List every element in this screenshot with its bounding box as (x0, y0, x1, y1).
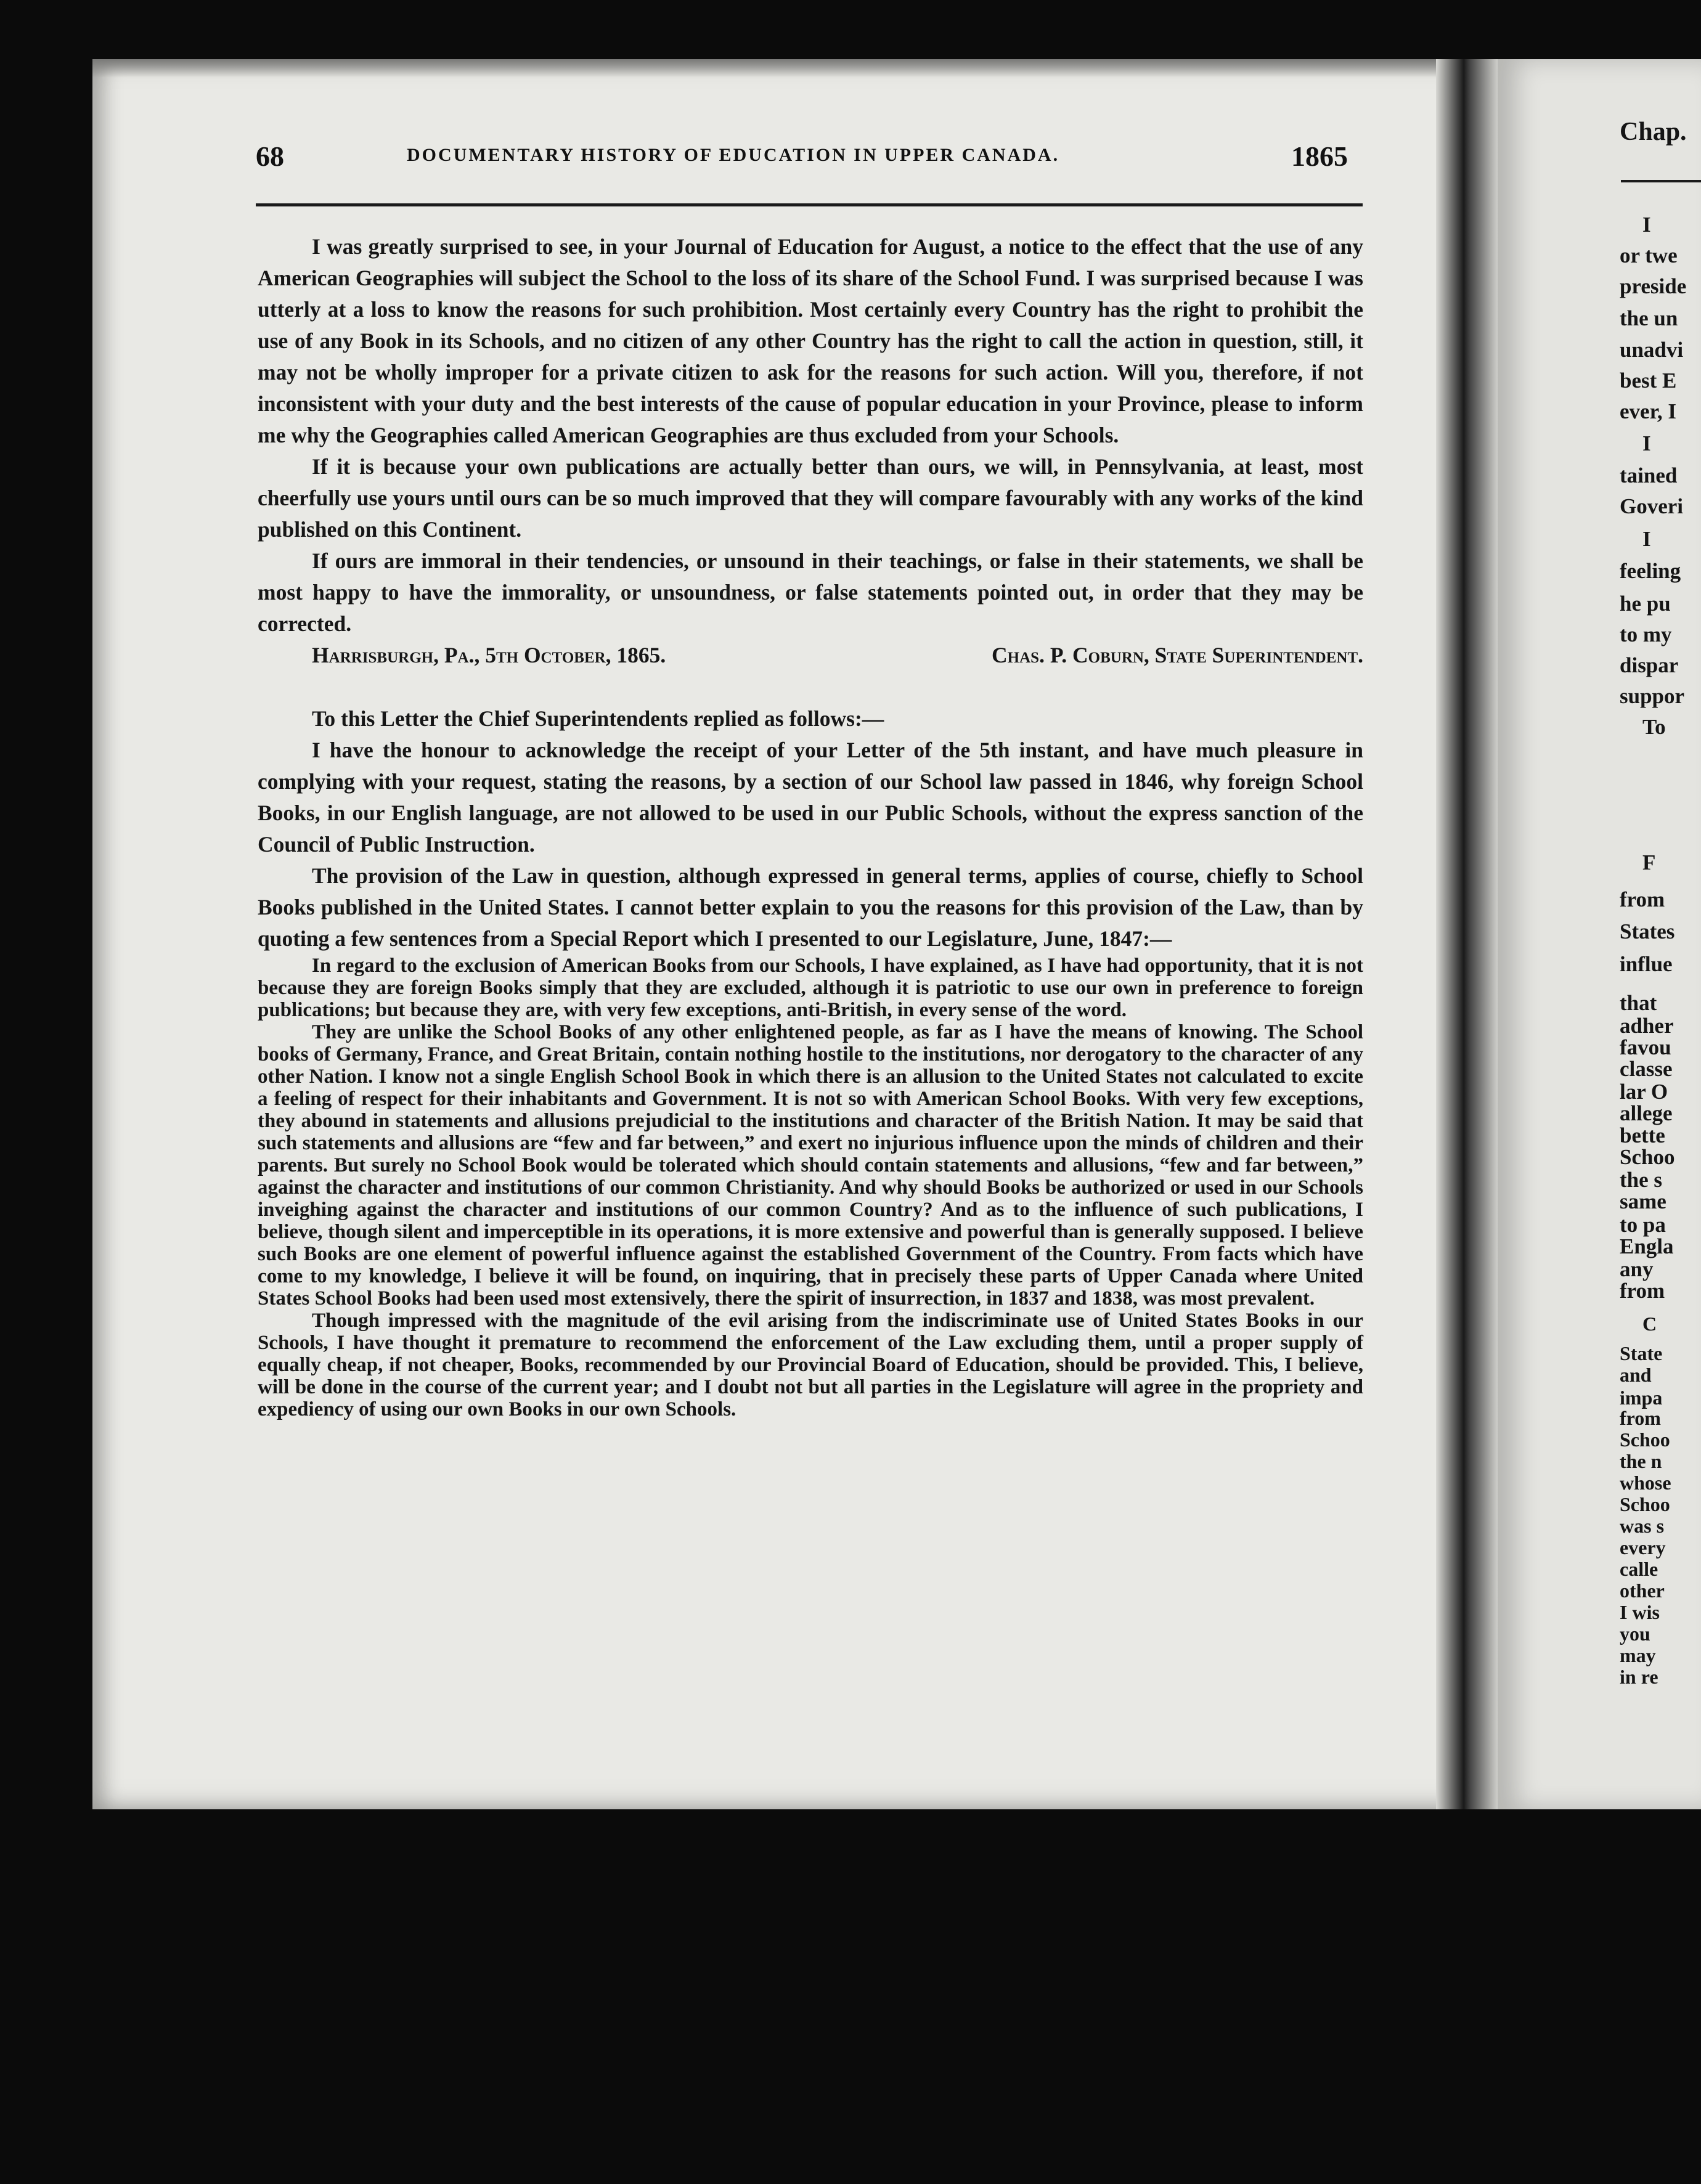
facing-line-fragment: dispar (1620, 653, 1679, 677)
book-gutter (1436, 59, 1498, 1809)
running-title: DOCUMENTARY HISTORY OF EDUCATION IN UPPER CANADA. (407, 145, 1060, 165)
facing-line-fragment: preside (1620, 274, 1687, 298)
facing-line-fragment: may (1620, 1644, 1656, 1666)
facing-line-fragment: Schoo (1620, 1145, 1675, 1169)
place-date: Harrisburgh, Pa., 5th October, 1865. (312, 643, 666, 667)
facing-line-fragment: Goveri (1620, 494, 1684, 518)
facing-line-fragment: tained (1620, 463, 1678, 487)
quote-paragraph: Though impressed with the magnitude of the evil arising from the indiscriminate use of United States Books in our Schools, I have thought it premature to recommend the enforcement of the Law excluding them, until a proper supply of equally cheap, if not cheaper, Books, recommended by our Provincial Board of Education, should be provided. This, I believe, will be done in the course of the current year; and I doubt not but all parties in the Legislature will agree in the propriety and expediency of using our own Books in our own Schools. (258, 1310, 1363, 1420)
facing-line-fragment: suppor (1620, 684, 1685, 708)
facing-line-fragment: that (1620, 991, 1657, 1015)
facing-line-fragment: from (1620, 887, 1665, 911)
facing-line-fragment: I (1642, 431, 1651, 455)
facing-line-fragment: C (1642, 1313, 1657, 1335)
facing-line-fragment: any (1620, 1257, 1654, 1281)
facing-line-fragment: other (1620, 1579, 1665, 1602)
facing-line-fragment: whose (1620, 1472, 1671, 1494)
quote-paragraph: In regard to the exclusion of American Books from our Schools, I have explained, as I have had opportunity, that it is not because they are foreign Books simply that they are excluded, although it is patriotic to use our own in preference to foreign publications; but because they are, with very few exceptions, anti-British, in every sense of the word. (258, 955, 1363, 1021)
facing-line-fragment: Schoo (1620, 1493, 1670, 1515)
facing-line-fragment: to pa (1620, 1213, 1666, 1237)
facing-line-fragment: States (1620, 919, 1675, 943)
facing-line-fragment: the n (1620, 1450, 1662, 1472)
facing-line-fragment: lar O (1620, 1080, 1668, 1104)
facing-line-fragment: classe (1620, 1057, 1673, 1081)
facing-line-fragment: from (1620, 1279, 1665, 1303)
page-edge-shadow (92, 59, 1490, 78)
signer: Chas. P. Coburn, State Superintendent. (992, 643, 1363, 667)
letter-paragraph: I was greatly surprised to see, in your Journal of Education for August, a notice to the effect that the use of any American Geographies will subject the School to the loss of its share of the School Fund. I was surprised because I was utterly at a loss to know the reasons for such prohibition. Most certainly every Country has the right to prohibit the use of any Book in its Schools, and no citizen of any other Country has the right to call the action in question, still, it may not be wholly improper for a private citizen to ask for the reasons for such action. Will you, therefore, if not inconsistent with your duty and the best interests of the cause of popular education in your Province, please to inform me why the Geographies called American Geographies are thus excluded from your Schools. (258, 234, 1363, 447)
facing-line-fragment: every (1620, 1536, 1666, 1559)
facing-line-fragment: he pu (1620, 592, 1671, 616)
page-number: 68 (256, 141, 284, 172)
facing-header: Chap. (1620, 118, 1687, 146)
facing-line-fragment: Engla (1620, 1234, 1674, 1258)
facing-line-fragment: State (1620, 1342, 1663, 1364)
facing-line-fragment: to my (1620, 622, 1672, 646)
facing-line-fragment: F (1642, 850, 1656, 874)
facing-line-fragment: To (1642, 715, 1666, 739)
facing-line-fragment: unadvi (1620, 338, 1684, 362)
header-rule (256, 203, 1363, 206)
letter-paragraph: If ours are immoral in their tendencies, or unsound in their teachings, or false in their statements, we shall be most happy to have the immorality, or unsoundness, or false statements pointed out, in order that they may be corrected. (258, 548, 1363, 636)
running-header (166, 132, 1362, 176)
facing-line-fragment: bette (1620, 1123, 1665, 1147)
facing-line-fragment: you (1620, 1623, 1650, 1645)
facing-line-fragment: or twe (1620, 243, 1678, 267)
facing-line-fragment: allege (1620, 1101, 1673, 1125)
header-year: 1865 (1291, 141, 1348, 172)
facing-line-fragment: influe (1620, 952, 1673, 976)
facing-line-fragment: adher (1620, 1014, 1674, 1038)
letter-signature (258, 640, 1363, 671)
facing-line-fragment: and (1620, 1364, 1652, 1386)
reply-intro: To this Letter the Chief Superintendents replied as follows:— (312, 706, 884, 731)
facing-line-fragment: calle (1620, 1558, 1658, 1580)
facing-line-fragment: the un (1620, 306, 1678, 330)
facing-line-fragment: favou (1620, 1035, 1671, 1059)
letter-paragraph: If it is because your own publications are actually better than ours, we will, in Pennsylvania, at least, most cheerfully use yours until ours can be so much improved that they will compare favourably with any works of the kind published on this Continent. (258, 454, 1363, 542)
reply-paragraph: The provision of the Law in question, although expressed in general terms, applies of course, chiefly to School Books published in the United States. I cannot better explain to you the reasons for this provision of the Law, than by quoting a few sentences from a Special Report which I presented to our Legislature, June, 1847:— (258, 863, 1363, 951)
facing-line-fragment: same (1620, 1189, 1666, 1213)
facing-line-fragment: from (1620, 1407, 1661, 1429)
facing-line-fragment: ever, I (1620, 399, 1677, 423)
facing-line-fragment: I (1642, 527, 1651, 551)
main-text (258, 231, 1363, 1420)
facing-line-fragment: in re (1620, 1666, 1658, 1688)
facing-header-rule (1621, 180, 1701, 182)
facing-line-fragment: was s (1620, 1515, 1665, 1537)
facing-line-fragment: Schoo (1620, 1428, 1670, 1451)
facing-line-fragment: I (1642, 213, 1651, 237)
reply-paragraph: I have the honour to acknowledge the receipt of your Letter of the 5th instant, and have much pleasure in complying with your request, stating the reasons, by a section of our School law passed in 1846, why foreign School Books, in our English language, are not allowed to be used in our Public Schools, without the express sanction of the Council of Public Instruction. (258, 738, 1363, 857)
facing-line-fragment: impa (1620, 1387, 1663, 1409)
facing-line-fragment: I wis (1620, 1601, 1660, 1623)
facing-line-fragment: feeling (1620, 559, 1681, 583)
facing-line-fragment: the s (1620, 1168, 1663, 1192)
facing-line-fragment: best E (1620, 369, 1677, 393)
quote-paragraph: They are unlike the School Books of any other enlightened people, as far as I have the means of knowing. The School books of Germany, France, and Great Britain, contain nothing hostile to the institutions, nor derogatory to the character of any other Nation. I know not a single English School Book in which there is an allusion to the United States not calculated to excite a feeling of respect for their inhabitants and Government. It is not so with American School Books. With very few exceptions, they abound in statements and allusions prejudicial to the institutions and character of the British Nation. It may be said that such statements and allusions are “few and far between,” and exert no injurious influence upon the minds of children and their parents. But surely no School Book would be tolerated which should contain statements and allusions, “few and far between,” against the character and institutions of our common Christianity. And why should Books be authorized or used in our Schools inveighing against the character and institutions of our common Country? And as to the influence of such publications, I believe, though silent and imperceptible in its operations, it is more extensive and powerful than is generally supposed. I believe such Books are one element of powerful influence against the established Government of the Country. From facts which have come to my knowledge, I believe it will be found, on inquiring, that in precisely these parts of Upper Canada where United States School Books had been used most extensively, there the spirit of insurrection, in 1837 and 1838, was most prevalent. (258, 1021, 1363, 1310)
